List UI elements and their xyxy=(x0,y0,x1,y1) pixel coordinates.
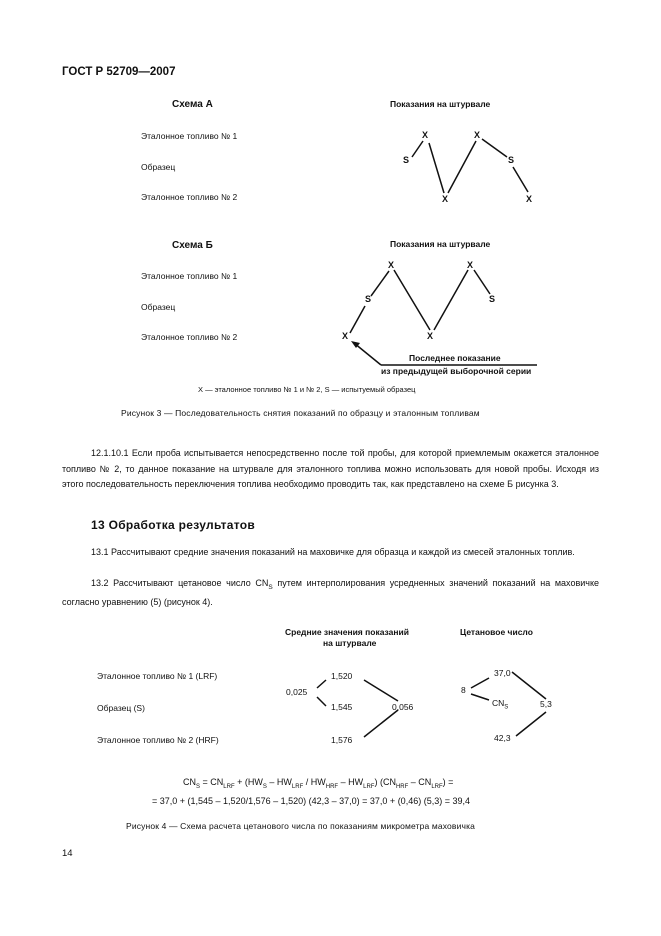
schemeA-mark-x3: X xyxy=(442,194,449,204)
schemeB-mark-x3: X xyxy=(342,331,349,341)
fig4-cn-sample xyxy=(492,698,508,711)
schemeB-title: Схема Б xyxy=(172,240,213,251)
fig4-row-sample: Образец (S) xyxy=(97,703,145,713)
schemeA-mark-x2: X xyxy=(474,130,481,140)
schemeB-row-ref1: Эталонное топливо № 1 xyxy=(141,271,238,281)
figure4-caption: Рисунок 4 — Схема расчета цетанового числа по показаниям микрометра маховичка xyxy=(126,821,476,831)
schemeA-line-1 xyxy=(412,141,423,157)
schemeB-line-4 xyxy=(434,270,468,330)
schemeA-mark-x4: X xyxy=(526,194,533,204)
fig4-cn-hrf: 42,3 xyxy=(494,733,511,743)
schemeA-line-3 xyxy=(448,141,476,193)
paragraph-13-2-sub: S xyxy=(268,583,273,591)
figure3-caption: Рисунок 3 — Последовательность снятия показаний по образцу и эталонным топливам xyxy=(121,408,480,418)
fig4-line-5 xyxy=(512,672,546,699)
schemeB-arrow-shaft xyxy=(354,343,381,365)
fig4-line-2 xyxy=(364,710,398,737)
page-number: 14 xyxy=(62,848,73,859)
fig4-value-sample: 1,545 xyxy=(331,702,353,712)
section-13-heading: 13 Обработка результатов xyxy=(91,518,256,532)
fig4-value-hrf: 1,576 xyxy=(331,735,353,745)
schemeB-note-2: из предыдущей выборочной серии xyxy=(381,366,532,376)
paragraph-12-1-10-1-text: 12.1.10.1 Если проба испытывается непосредственно после той пробы, для которой приемлемым окажется эталонное топливо № 2, то данное показание на штурвале для эталонного топлива можно использовать для новой пробы. Исходя из этого последовательность переключения топлива необходимо проводить так, как представлено на схеме Б рисунка 3. xyxy=(62,448,599,489)
fig4-cn-lrf: 37,0 xyxy=(494,668,511,678)
schemeA-row-ref2: Эталонное топливо № 2 xyxy=(141,192,238,202)
fig4-head1-line2: на штурвале xyxy=(323,638,377,648)
fig4-diff-right: 0,056 xyxy=(392,702,414,712)
schemeB-mark-x2: X xyxy=(467,260,474,270)
schemeB-note-1: Последнее показание xyxy=(409,353,501,363)
schemeA-row-ref1: Эталонное топливо № 1 xyxy=(141,131,238,141)
fig4-line-4 xyxy=(317,697,326,706)
schemeB-mark-s2: S xyxy=(489,294,496,304)
schemeB-line-5 xyxy=(474,270,490,294)
paragraph-13-2-text1: 13.2 Рассчитывают цетановое число CN xyxy=(91,578,269,588)
fig4-value-lrf: 1,520 xyxy=(331,671,353,681)
fig4-cn-sample-sub: S xyxy=(504,704,509,711)
fig4-line-8 xyxy=(471,694,489,700)
fig4-row-lrf: Эталонное топливо № 1 (LRF) xyxy=(97,671,218,681)
paragraph-13-2-text2: путем интерполирования усредненных значений показаний на маховичке согласно уравнению (5) (рисунок 4). xyxy=(62,578,599,608)
fig4-head2: Цетановое число xyxy=(460,627,533,637)
schemeB-mark-x1: X xyxy=(388,260,395,270)
schemeA-head: Показания на штурвале xyxy=(390,99,491,109)
schemeB-row-sample: Образец xyxy=(141,302,176,312)
schemeB-line-2 xyxy=(371,271,389,296)
fig4-cn-sample-text: CN xyxy=(492,698,505,708)
formula-line-1: $CN_S = CN_{LRF} + (HW_S - HW_{LRF} / HW_{HRF} - HW_{LRF})$ $(CN_{HRF} - CN_{LRF})$ = xyxy=(183,777,454,790)
schemeB-head: Показания на штурвале xyxy=(390,239,491,249)
schemeA-mark-s2: S xyxy=(508,155,515,165)
fig4-line-3 xyxy=(317,680,326,688)
fig4-cn-diff-left: 8 xyxy=(461,685,466,695)
fig4-head1-line1: Средние значения показаний xyxy=(285,627,409,637)
schemeA-title: Схема А xyxy=(172,99,213,110)
fig4-line-1 xyxy=(364,680,398,701)
paragraph-13-1-text: 13.1 Рассчитывают средние значения показаний на маховичке для образца и каждой из смесей эталонных топлив. xyxy=(91,547,575,557)
fig4-row-hrf: Эталонное топливо № 2 (HRF) xyxy=(97,735,219,745)
schemeA-row-sample: Образец xyxy=(141,162,176,172)
schemeA-line-2 xyxy=(429,143,444,193)
schemeB-line-3 xyxy=(394,270,430,330)
schemeA-mark-s1: S xyxy=(403,155,410,165)
schemeA-line-4 xyxy=(482,139,507,157)
formula-line-2: = 37,0 + (1,545 – 1,520/1,576 – 1,520) (42,3 – 37,0) = 37,0 + (0,46) (5,3) = 39,4 xyxy=(152,796,470,806)
fig4-line-7 xyxy=(471,678,489,688)
document-header: ГОСТ Р 52709—2007 xyxy=(62,66,176,78)
fig4-diff-left: 0,025 xyxy=(286,687,308,697)
fig4-cn-diff-right: 5,3 xyxy=(540,699,552,709)
schemeA-mark-x1: X xyxy=(422,130,429,140)
schemeA-line-5 xyxy=(513,167,528,192)
paragraph-13-2 xyxy=(62,576,599,611)
schemeB-mark-s1: S xyxy=(365,294,372,304)
schemeB-mark-x4: X xyxy=(427,331,434,341)
schemeB-line-1 xyxy=(350,306,365,333)
paragraph-12-1-10-1 xyxy=(62,446,599,493)
figure3-legend: X — эталонное топливо № 1 и № 2, S — испытуемый образец xyxy=(198,385,416,394)
fig4-line-6 xyxy=(516,712,546,736)
schemeB-row-ref2: Эталонное топливо № 2 xyxy=(141,332,238,342)
paragraph-13-1 xyxy=(62,545,599,561)
